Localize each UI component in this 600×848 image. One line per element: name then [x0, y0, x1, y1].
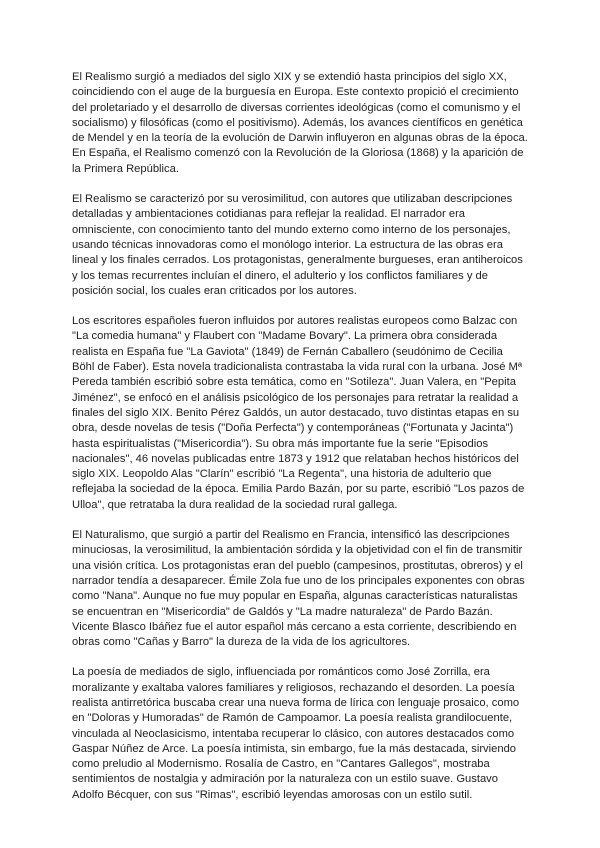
paragraph-naturalismo: El Naturalismo, que surgió a partir del Realismo en Francia, intensificó las descripciones minuciosas, la verosimilitud, la ambientación sórdida y la objetividad con el fin de transmitir una visión crítica. Los protagonistas eran del pueblo (campesinos, prostitutas, obreros) y el narrador tendía a desaparecer. Émile Zola fue uno de los principales exponentes con obras como "Nana". Aunque no fue muy popular en España, algunas características naturalistas se encuentran en "Misericordia" de Galdós y "La madre naturaleza" de Pardo Bazán. Vicente Blasco Ibáñez fue el autor español más cercano a esta corriente, describiendo en obras como "Cañas y Barro" la dureza de la vida de los agricultores. [72, 529, 525, 649]
document-page [72, 70, 528, 818]
paragraph-novela-realista-espana: Los escritores españoles fueron influidos por autores realistas europeos como Balzac con "La comedia humana" y Flaubert con "Madame Bovary". La primera obra considerada realista en España fue "La Gaviota" (1849) de Fernán Caballero (seudónimo de Cecilia Böhl de Faber). Esta novela tradicionalista contrastaba la vida rural con la urbana. José Mª Pereda también escribió sobre esta temática, como en "Sotileza". Juan Valera, en "Pepita Jiménez", se enfocó en el análisis psicológico de los personajes para retratar la realidad a finales del siglo XIX. Benito Pérez Galdós, un autor destacado, tuvo distintas etapas en su obra, desde novelas de tesis ("Doña Perfecta") y contemporáneas ("Fortunata y Jacinta") hasta espiritualistas ("Misericordia"). Su obra más importante fue la serie "Episodios nacionales", 46 novelas publicadas entre 1873 y 1912 que relataban hechos históricos del siglo XIX. Leopoldo Alas "Clarín" escribió "La Regenta", una historia de adulterio que reflejaba la sociedad de la época. Emilia Pardo Bazán, por su parte, escribió "Los pazos de Ulloa", que retrataba la dura realidad de la sociedad rural gallega. [72, 315, 525, 511]
paragraph-realismo-origen: El Realismo surgió a mediados del siglo XIX y se extendió hasta principios del siglo XX, coincidiendo con el auge de la burguesía en Europa. Este contexto propició el crecimiento del proletariado y el desarrollo de diversas corrientes ideológicas (como el comunismo y el socialismo) y filosóficas (como el positivismo). Además, los avances científicos en genética de Mendel y en la teoría de la evolución de Darwin influyeron en algunas obras de la época. En España, el Realismo comenzó con la Revolución de la Gloriosa (1868) y la aparición de la Primera República. [72, 71, 528, 175]
paragraph-poesia-realista: La poesía de mediados de siglo, influenciada por románticos como José Zorrilla, era moralizante y exaltaba valores familiares y religiosos, rechazando el desorden. La poesía realista antirretórica buscaba crear una nueva forma de lírica con lenguaje prosaico, como en "Doloras y Humoradas" de Ramón de Campoamor. La poesía realista grandilocuente, vinculada al Neoclasicismo, intentaba recuperar lo clásico, con autores destacados como Gaspar Núñez de Arce. La poesía intimista, sin embargo, fue la más destacada, sirviendo como preludio al Modernismo. Rosalía de Castro, en "Cantares Gallegos", mostraba sentimientos de nostalgia y admiración por la naturaleza con un estilo suave. Gustavo Adolfo Bécquer, con sus "Rimas", escribió leyendas amorosas con un estilo sutil. [72, 666, 520, 801]
paragraph-realismo-caracteristicas: El Realismo se caracterizó por su verosimilitud, con autores que utilizaban descripciones detalladas y ambientaciones cotidianas para reflejar la realidad. El narrador era omnisciente, con conocimiento tanto del mundo externo como interno de los personajes, usando técnicas innovadoras como el monólogo interior. La estructura de las obras era lineal y los finales cerrados. Los protagonistas, generalmente burgueses, eran antiheroicos y los temas recurrentes incluían el dinero, el adulterio y los conflictos familiares y de posición social, los cuales eran criticados por los autores. [72, 193, 523, 297]
